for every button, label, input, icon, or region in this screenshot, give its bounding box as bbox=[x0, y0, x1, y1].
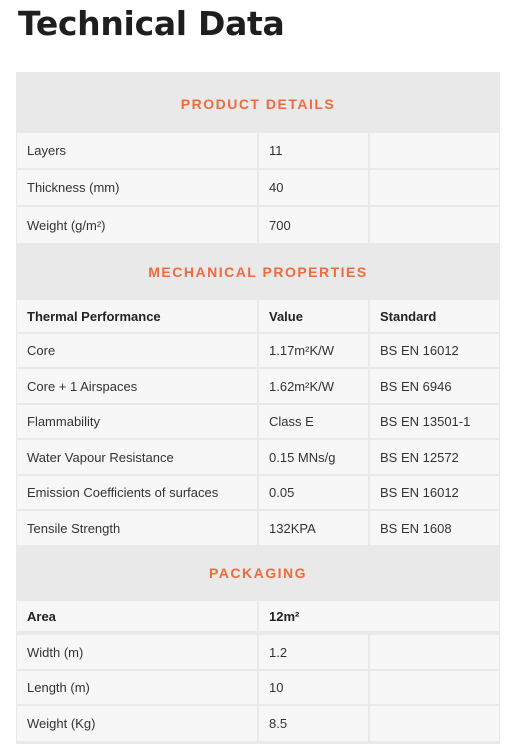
property-label: Thickness (mm) bbox=[17, 170, 257, 205]
section-heading-mechanical-properties: MECHANICAL PROPERTIES bbox=[148, 263, 368, 280]
property-value: 40 bbox=[259, 170, 368, 205]
area-value: 12m² bbox=[259, 601, 499, 631]
property-label: Weight (Kg) bbox=[17, 706, 257, 741]
property-value: 0.05 bbox=[259, 476, 368, 509]
column-header-value: Value bbox=[259, 300, 368, 332]
property-standard: BS EN 13501-1 bbox=[370, 405, 499, 438]
section-heading-packaging: PACKAGING bbox=[208, 565, 308, 581]
property-extra bbox=[370, 170, 499, 205]
property-extra bbox=[370, 671, 499, 704]
column-header-standard: Standard bbox=[370, 300, 499, 332]
property-standard: BS EN 12572 bbox=[370, 440, 499, 474]
property-value: 10 bbox=[259, 671, 368, 704]
property-label: Layers bbox=[17, 133, 257, 168]
column-header-area: Area bbox=[17, 601, 257, 631]
property-value: 1.62m²K/W bbox=[259, 369, 368, 403]
property-extra bbox=[370, 706, 499, 741]
property-value: 1.2 bbox=[259, 635, 368, 669]
column-header-thermal-performance: Thermal Performance bbox=[17, 300, 257, 332]
technical-data-table bbox=[16, 72, 500, 744]
property-label: Width (m) bbox=[17, 635, 257, 669]
property-value: Class E bbox=[259, 405, 368, 438]
property-value: 1.17m²K/W bbox=[259, 334, 368, 367]
property-label: Weight (g/m²) bbox=[17, 207, 257, 243]
property-standard: BS EN 1608 bbox=[370, 511, 499, 545]
property-extra bbox=[370, 635, 499, 669]
property-label: Emission Coefficients of surfaces bbox=[17, 476, 257, 509]
property-extra bbox=[370, 133, 499, 168]
property-label: Tensile Strength bbox=[17, 511, 257, 545]
property-standard: BS EN 16012 bbox=[370, 476, 499, 509]
property-label: Core + 1 Airspaces bbox=[17, 369, 257, 403]
property-extra bbox=[370, 207, 499, 243]
property-standard: BS EN 6946 bbox=[370, 369, 499, 403]
property-value: 8.5 bbox=[259, 706, 368, 741]
property-value: 11 bbox=[259, 133, 368, 168]
property-value: 0.15 MNs/g bbox=[259, 440, 368, 474]
page-title: Technical Data bbox=[18, 4, 285, 43]
property-label: Length (m) bbox=[17, 671, 257, 704]
property-label: Core bbox=[17, 334, 257, 367]
property-label: Flammability bbox=[17, 405, 257, 438]
property-value: 700 bbox=[259, 207, 368, 243]
section-heading-product-details: PRODUCT DETAILS bbox=[180, 95, 336, 112]
property-value: 132KPA bbox=[259, 511, 368, 545]
property-standard: BS EN 16012 bbox=[370, 334, 499, 367]
property-label: Water Vapour Resistance bbox=[17, 440, 257, 474]
